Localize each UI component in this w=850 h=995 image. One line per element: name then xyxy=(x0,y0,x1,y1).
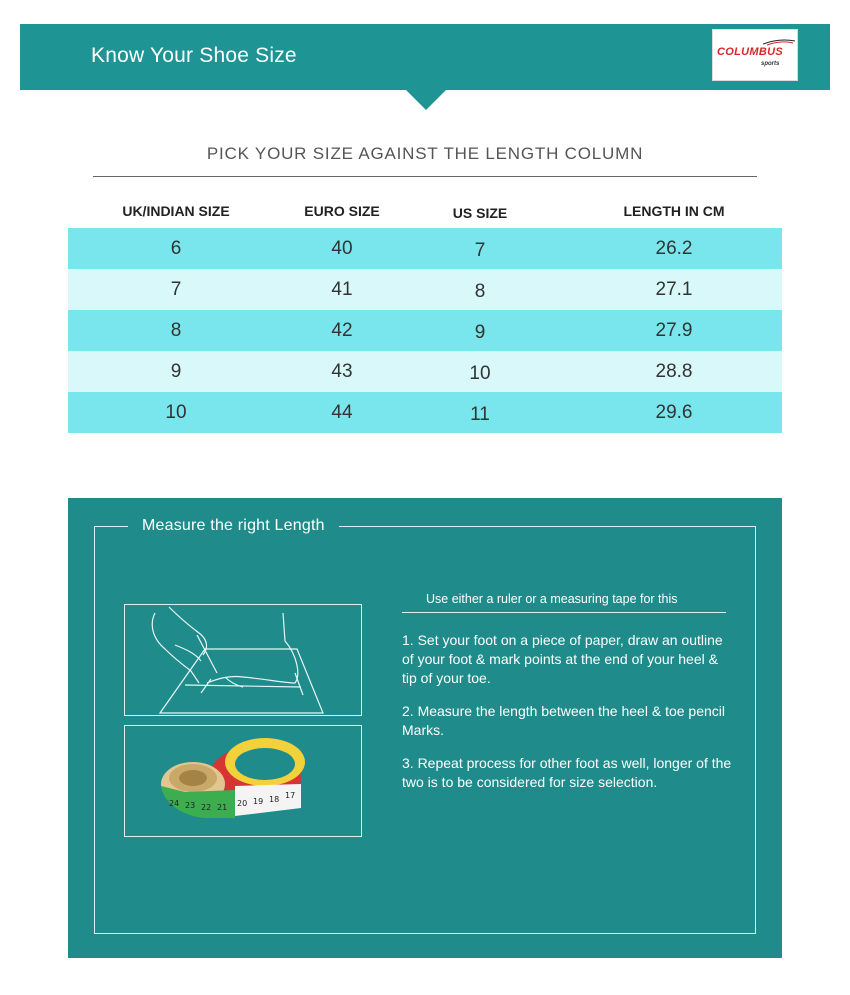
tape-number: 18 xyxy=(269,795,280,804)
foot-outline-icon xyxy=(125,605,361,715)
table-header xyxy=(68,200,782,224)
table-row xyxy=(68,351,782,392)
cell-length: 28.8 xyxy=(655,361,693,382)
table-row xyxy=(68,269,782,310)
page-title: Know Your Shoe Size xyxy=(91,44,297,67)
table-row xyxy=(68,310,782,351)
cell-euro: 42 xyxy=(331,320,353,341)
measure-section xyxy=(68,498,782,958)
tape-number: 20 xyxy=(237,799,248,808)
cell-uk: 7 xyxy=(170,279,182,300)
header-uk-size: UK/INDIAN SIZE xyxy=(122,203,230,219)
cell-us: 7 xyxy=(474,240,486,261)
logo-text: COLUMBUS xyxy=(717,46,783,58)
columbus-logo xyxy=(712,29,798,81)
header-notch xyxy=(406,90,446,110)
tape-number: 19 xyxy=(253,797,264,806)
header-banner xyxy=(20,24,830,90)
instructions-intro: Use either a ruler or a measuring tape for this xyxy=(402,592,726,613)
cell-uk: 9 xyxy=(170,361,182,382)
cell-euro: 44 xyxy=(331,402,353,423)
instruction-step: 1. Set your foot on a piece of paper, draw an outline of your foot & mark points at the end of your heel & tip of your toe. xyxy=(402,632,723,686)
cell-euro: 43 xyxy=(331,361,353,382)
cell-us: 9 xyxy=(474,322,486,343)
cell-us: 11 xyxy=(470,404,490,425)
cell-euro: 41 xyxy=(331,279,353,300)
header-length-cm: LENGTH IN CM xyxy=(623,203,725,219)
tape-number: 17 xyxy=(285,791,296,800)
tape-number: 23 xyxy=(185,801,196,810)
subtitle-divider xyxy=(93,176,757,177)
cell-uk: 8 xyxy=(170,320,182,341)
foot-outline-image xyxy=(124,604,362,716)
measure-instructions xyxy=(402,592,732,792)
chart-subtitle: PICK YOUR SIZE AGAINST THE LENGTH COLUMN xyxy=(206,144,644,163)
instruction-step: 2. Measure the length between the heel & toe pencil Marks. xyxy=(402,703,725,738)
cell-length: 27.9 xyxy=(655,320,693,341)
cell-uk: 6 xyxy=(170,238,182,259)
logo-subtext: sports xyxy=(761,61,780,67)
cell-uk: 10 xyxy=(165,402,187,423)
tape-number: 24 xyxy=(169,799,180,808)
table-row xyxy=(68,228,782,269)
measuring-tape-icon xyxy=(125,726,361,836)
cell-length: 26.2 xyxy=(655,238,693,259)
cell-length: 29.6 xyxy=(655,402,693,423)
measuring-tape-image xyxy=(124,725,362,837)
tape-number: 21 xyxy=(217,803,228,812)
table-row xyxy=(68,392,782,433)
measure-title: Measure the right Length xyxy=(128,517,339,535)
logo-swoosh-icon xyxy=(763,38,795,46)
header-euro-size: EURO SIZE xyxy=(304,203,380,219)
cell-euro: 40 xyxy=(331,238,353,259)
size-table xyxy=(68,228,782,433)
cell-us: 8 xyxy=(474,281,486,302)
cell-length: 27.1 xyxy=(655,279,693,300)
tape-number: 22 xyxy=(201,803,212,812)
instruction-step: 3. Repeat process for other foot as well, longer of the two is to be considered for size selection. xyxy=(402,755,732,790)
header-us-size: US SIZE xyxy=(452,205,508,221)
cell-us: 10 xyxy=(469,363,491,384)
